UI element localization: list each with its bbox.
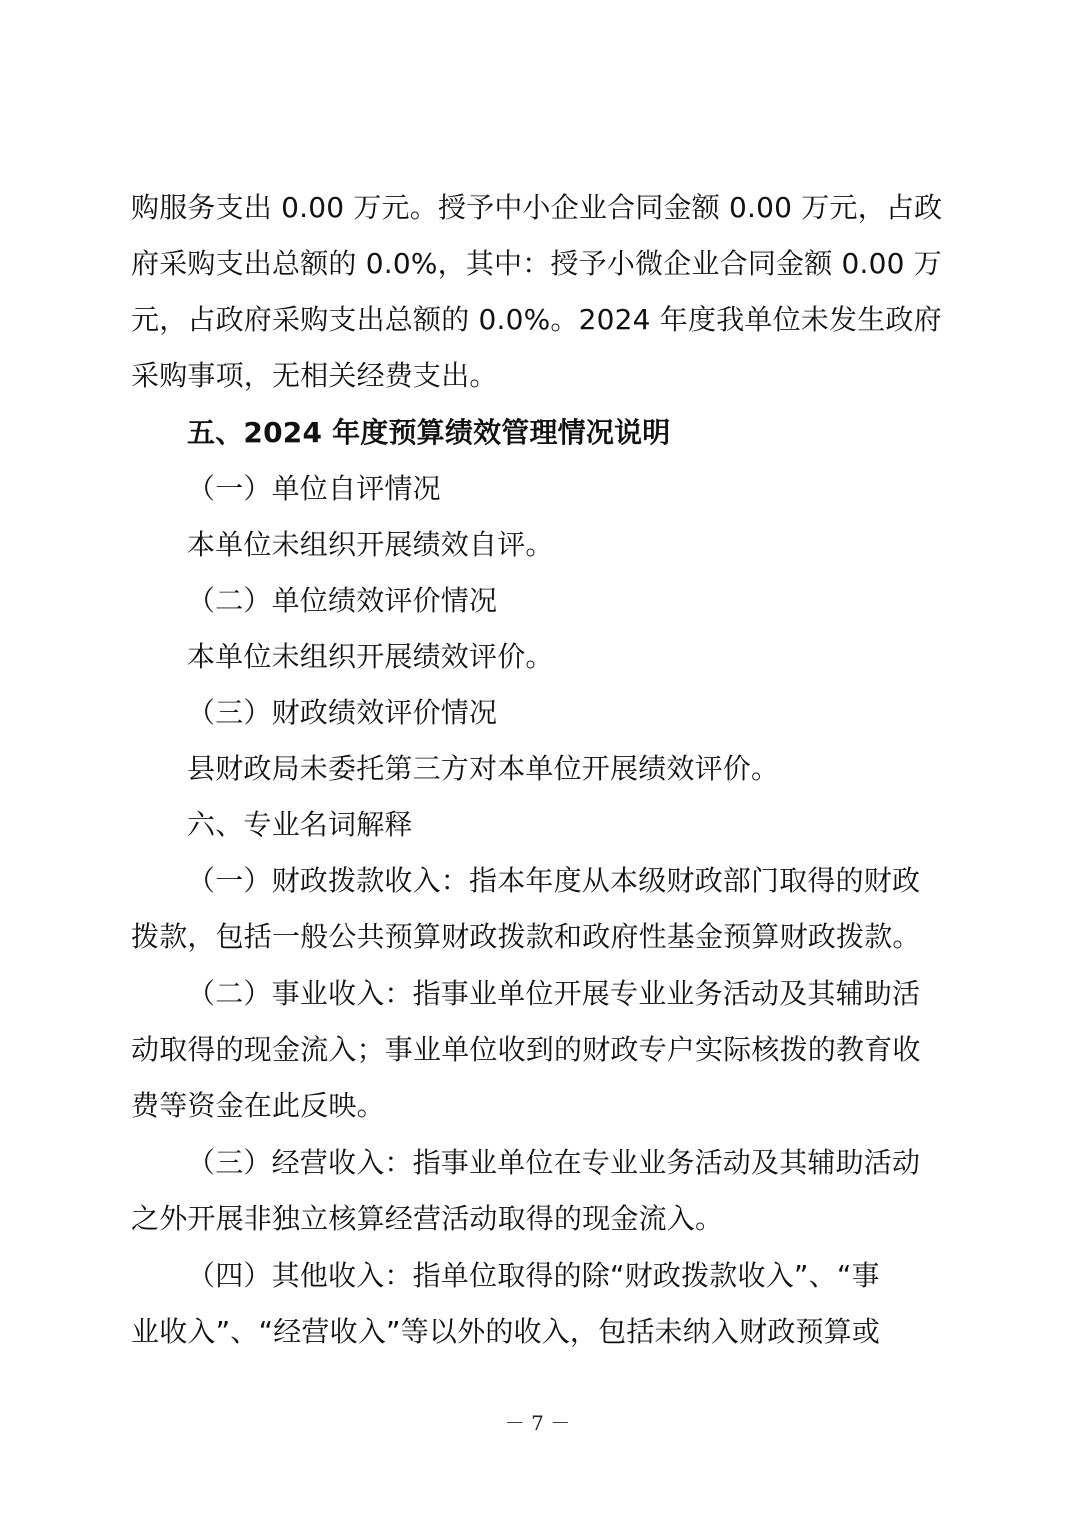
paragraph-line: 之外开展非独立核算经营活动取得的现金流入。 xyxy=(131,1202,724,1235)
paragraph-line: （一）财政拨款收入：指本年度从本级财政部门取得的财政 xyxy=(187,864,921,897)
paragraph-line: （二）事业收入：指事业单位开展专业业务活动及其辅助活 xyxy=(187,977,921,1010)
paragraph-line: 购服务支出 0.00 万元。授予中小企业合同金额 0.00 万元，占政 xyxy=(131,191,943,224)
paragraph-line: 本单位未组织开展绩效自评。 xyxy=(187,528,554,561)
paragraph-line: （四）其他收入：指单位取得的除“财政拨款收入”、“事 xyxy=(187,1259,880,1292)
paragraph-line: 拨款，包括一般公共预算财政拨款和政府性基金预算财政拨款。 xyxy=(131,920,921,953)
paragraph-line: （三）经营收入：指事业单位在专业业务活动及其辅助活动 xyxy=(187,1146,921,1179)
paragraph-line: 业收入”、“经营收入”等以外的收入，包括未纳入财政预算或 xyxy=(131,1315,881,1348)
paragraph-line: 费等资金在此反映。 xyxy=(131,1089,385,1122)
subsection-heading: （一）单位自评情况 xyxy=(187,472,441,505)
paragraph-line: 本单位未组织开展绩效评价。 xyxy=(187,640,554,673)
paragraph-line: 动取得的现金流入；事业单位收到的财政专户实际核拨的教育收 xyxy=(131,1033,921,1066)
section-heading: 五、2024 年度预算绩效管理情况说明 xyxy=(187,416,671,449)
subsection-heading: （二）单位绩效评价情况 xyxy=(187,584,498,617)
paragraph-line: 县财政局未委托第三方对本单位开展绩效评价。 xyxy=(187,752,780,785)
subsection-heading: （三）财政绩效评价情况 xyxy=(187,696,498,729)
section-heading: 六、专业名词解释 xyxy=(187,808,413,841)
page-number: － 7 － xyxy=(504,1411,571,1435)
paragraph-line: 元，占政府采购支出总额的 0.0%。2024 年度我单位未发生政府 xyxy=(131,303,942,336)
paragraph-line: 采购事项，无相关经费支出。 xyxy=(131,359,498,392)
paragraph-line: 府采购支出总额的 0.0%，其中：授予小微企业合同金额 0.00 万 xyxy=(131,247,942,280)
